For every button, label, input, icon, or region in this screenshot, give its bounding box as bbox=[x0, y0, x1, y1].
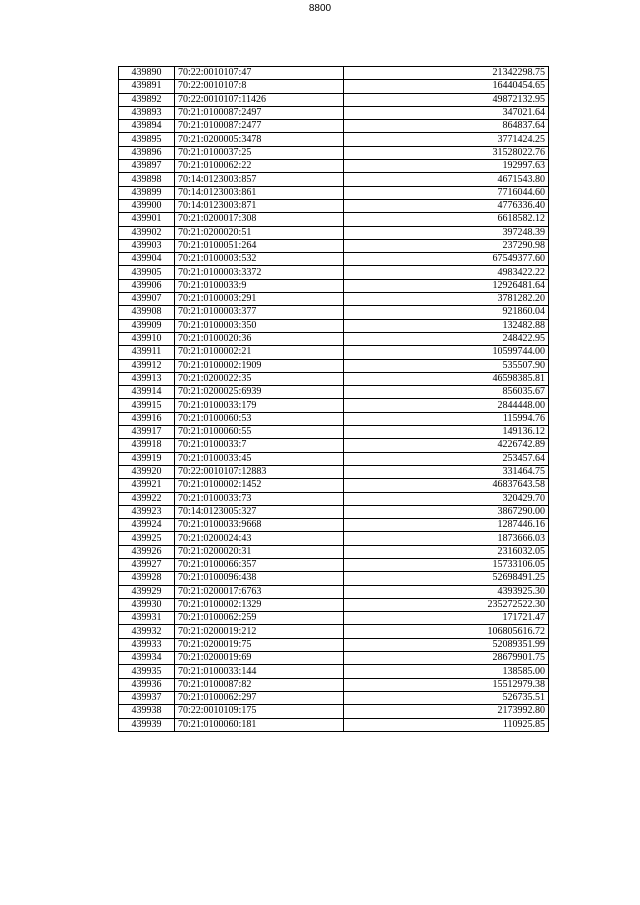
cadastral-value: 856035.67 bbox=[344, 386, 549, 399]
table-row bbox=[119, 319, 549, 332]
cadastral-number: 70:22:0010107:11426 bbox=[175, 93, 344, 106]
cadastral-number: 70:21:0100033:7 bbox=[175, 439, 344, 452]
cadastral-value: 320429.70 bbox=[344, 492, 549, 505]
cadastral-value: 115994.76 bbox=[344, 412, 549, 425]
row-number: 439935 bbox=[119, 665, 175, 678]
table-row bbox=[119, 585, 549, 598]
table-row bbox=[119, 199, 549, 212]
table-row bbox=[119, 532, 549, 545]
cadastral-value: 138585.00 bbox=[344, 665, 549, 678]
row-number: 439893 bbox=[119, 106, 175, 119]
cadastral-value: 15512979.38 bbox=[344, 678, 549, 691]
cadastral-value: 253457.64 bbox=[344, 452, 549, 465]
table-row bbox=[119, 572, 549, 585]
cadastral-number: 70:22:0010107:12883 bbox=[175, 465, 344, 478]
cadastral-number: 70:21:0200020:31 bbox=[175, 545, 344, 558]
table-row bbox=[119, 439, 549, 452]
row-number: 439911 bbox=[119, 346, 175, 359]
table-body bbox=[119, 67, 549, 732]
cadastral-number: 70:21:0100037:25 bbox=[175, 146, 344, 159]
table-row bbox=[119, 505, 549, 518]
cadastral-value: 21342298.75 bbox=[344, 67, 549, 80]
table-row bbox=[119, 412, 549, 425]
cadastral-number: 70:21:0100002:1452 bbox=[175, 479, 344, 492]
table-row bbox=[119, 691, 549, 704]
row-number: 439932 bbox=[119, 625, 175, 638]
row-number: 439908 bbox=[119, 306, 175, 319]
row-number: 439920 bbox=[119, 465, 175, 478]
row-number: 439937 bbox=[119, 691, 175, 704]
cadastral-value: 132482.88 bbox=[344, 319, 549, 332]
cadastral-number: 70:21:0200019:75 bbox=[175, 638, 344, 651]
cadastral-number: 70:21:0200024:43 bbox=[175, 532, 344, 545]
cadastral-value: 52698491.25 bbox=[344, 572, 549, 585]
cadastral-number: 70:21:0100033:9668 bbox=[175, 519, 344, 532]
table-row bbox=[119, 133, 549, 146]
table-row bbox=[119, 678, 549, 691]
cadastral-value: 248422.95 bbox=[344, 332, 549, 345]
table-row bbox=[119, 372, 549, 385]
row-number: 439938 bbox=[119, 705, 175, 718]
row-number: 439892 bbox=[119, 93, 175, 106]
row-number: 439899 bbox=[119, 186, 175, 199]
table-row bbox=[119, 519, 549, 532]
row-number: 439912 bbox=[119, 359, 175, 372]
row-number: 439916 bbox=[119, 412, 175, 425]
cadastral-value: 52089351.99 bbox=[344, 638, 549, 651]
row-number: 439904 bbox=[119, 253, 175, 266]
cadastral-value: 31528022.76 bbox=[344, 146, 549, 159]
table-row bbox=[119, 492, 549, 505]
table-row bbox=[119, 452, 549, 465]
cadastral-value: 12926481.64 bbox=[344, 279, 549, 292]
table-row bbox=[119, 67, 549, 80]
table-row bbox=[119, 479, 549, 492]
row-number: 439928 bbox=[119, 572, 175, 585]
cadastral-value: 46837643.58 bbox=[344, 479, 549, 492]
cadastral-value: 535507.90 bbox=[344, 359, 549, 372]
cadastral-value: 526735.51 bbox=[344, 691, 549, 704]
cadastral-number: 70:21:0100003:377 bbox=[175, 306, 344, 319]
table-row bbox=[119, 558, 549, 571]
row-number: 439891 bbox=[119, 80, 175, 93]
table-row bbox=[119, 665, 549, 678]
row-number: 439894 bbox=[119, 120, 175, 133]
table-row bbox=[119, 279, 549, 292]
cadastral-value: 106805616.72 bbox=[344, 625, 549, 638]
cadastral-number: 70:21:0100033:73 bbox=[175, 492, 344, 505]
cadastral-value: 28679901.75 bbox=[344, 652, 549, 665]
row-number: 439922 bbox=[119, 492, 175, 505]
cadastral-value: 171721.47 bbox=[344, 612, 549, 625]
cadastral-number: 70:21:0200022:35 bbox=[175, 372, 344, 385]
row-number: 439901 bbox=[119, 213, 175, 226]
cadastral-value: 149136.12 bbox=[344, 426, 549, 439]
row-number: 439930 bbox=[119, 598, 175, 611]
row-number: 439919 bbox=[119, 452, 175, 465]
table-row bbox=[119, 399, 549, 412]
cadastral-value: 397248.39 bbox=[344, 226, 549, 239]
cadastral-value: 67549377.60 bbox=[344, 253, 549, 266]
table-row bbox=[119, 173, 549, 186]
cadastral-number: 70:21:0200025:6939 bbox=[175, 386, 344, 399]
table-row bbox=[119, 638, 549, 651]
cadastral-value: 237290.98 bbox=[344, 239, 549, 252]
cadastral-value: 3781282.20 bbox=[344, 293, 549, 306]
page-number: 8800 bbox=[308, 3, 332, 14]
row-number: 439927 bbox=[119, 558, 175, 571]
cadastral-value: 3771424.25 bbox=[344, 133, 549, 146]
cadastral-value: 4776336.40 bbox=[344, 199, 549, 212]
table-row bbox=[119, 598, 549, 611]
row-number: 439910 bbox=[119, 332, 175, 345]
cadastral-number: 70:21:0100002:1909 bbox=[175, 359, 344, 372]
cadastral-value: 110925.85 bbox=[344, 718, 549, 731]
table-row bbox=[119, 426, 549, 439]
cadastral-value: 49872132.95 bbox=[344, 93, 549, 106]
cadastral-number: 70:21:0100002:21 bbox=[175, 346, 344, 359]
row-number: 439918 bbox=[119, 439, 175, 452]
row-number: 439913 bbox=[119, 372, 175, 385]
cadastral-number: 70:14:0123003:871 bbox=[175, 199, 344, 212]
cadastral-number: 70:21:0200005:3478 bbox=[175, 133, 344, 146]
cadastral-number: 70:21:0100087:2477 bbox=[175, 120, 344, 133]
cadastral-number: 70:21:0100060:55 bbox=[175, 426, 344, 439]
table-row bbox=[119, 253, 549, 266]
row-number: 439923 bbox=[119, 505, 175, 518]
row-number: 439896 bbox=[119, 146, 175, 159]
row-number: 439924 bbox=[119, 519, 175, 532]
row-number: 439926 bbox=[119, 545, 175, 558]
cadastral-value: 331464.75 bbox=[344, 465, 549, 478]
cadastral-value: 3867290.00 bbox=[344, 505, 549, 518]
cadastral-value: 347021.64 bbox=[344, 106, 549, 119]
cadastral-value: 1873666.03 bbox=[344, 532, 549, 545]
cadastral-number: 70:21:0100087:2497 bbox=[175, 106, 344, 119]
row-number: 439914 bbox=[119, 386, 175, 399]
cadastral-value: 4983422.22 bbox=[344, 266, 549, 279]
cadastral-value-table bbox=[118, 66, 549, 732]
cadastral-value: 192997.63 bbox=[344, 160, 549, 173]
row-number: 439931 bbox=[119, 612, 175, 625]
cadastral-number: 70:21:0100003:532 bbox=[175, 253, 344, 266]
cadastral-number: 70:21:0100060:181 bbox=[175, 718, 344, 731]
table-row bbox=[119, 266, 549, 279]
row-number: 439939 bbox=[119, 718, 175, 731]
row-number: 439902 bbox=[119, 226, 175, 239]
cadastral-number: 70:21:0200017:6763 bbox=[175, 585, 344, 598]
cadastral-number: 70:21:0100020:36 bbox=[175, 332, 344, 345]
table-row bbox=[119, 332, 549, 345]
table-row bbox=[119, 612, 549, 625]
cadastral-value: 46598385.81 bbox=[344, 372, 549, 385]
cadastral-number: 70:21:0200017:308 bbox=[175, 213, 344, 226]
cadastral-number: 70:21:0200020:51 bbox=[175, 226, 344, 239]
cadastral-number: 70:21:0100062:22 bbox=[175, 160, 344, 173]
table-row bbox=[119, 160, 549, 173]
table-row bbox=[119, 718, 549, 731]
cadastral-value: 15733106.05 bbox=[344, 558, 549, 571]
cadastral-value: 2316032.05 bbox=[344, 545, 549, 558]
row-number: 439900 bbox=[119, 199, 175, 212]
cadastral-value: 4671543.80 bbox=[344, 173, 549, 186]
cadastral-value: 2173992.80 bbox=[344, 705, 549, 718]
cadastral-number: 70:21:0100003:3372 bbox=[175, 266, 344, 279]
table-row bbox=[119, 652, 549, 665]
cadastral-number: 70:21:0100033:45 bbox=[175, 452, 344, 465]
cadastral-number: 70:22:0010107:8 bbox=[175, 80, 344, 93]
row-number: 439934 bbox=[119, 652, 175, 665]
table-row bbox=[119, 93, 549, 106]
cadastral-value: 16440454.65 bbox=[344, 80, 549, 93]
cadastral-value: 10599744.00 bbox=[344, 346, 549, 359]
cadastral-value: 921860.04 bbox=[344, 306, 549, 319]
cadastral-number: 70:21:0200019:212 bbox=[175, 625, 344, 638]
cadastral-number: 70:21:0100003:350 bbox=[175, 319, 344, 332]
row-number: 439897 bbox=[119, 160, 175, 173]
cadastral-number: 70:21:0100033:9 bbox=[175, 279, 344, 292]
cadastral-value: 4393925.30 bbox=[344, 585, 549, 598]
row-number: 439936 bbox=[119, 678, 175, 691]
cadastral-value: 6618582.12 bbox=[344, 213, 549, 226]
cadastral-value: 864837.64 bbox=[344, 120, 549, 133]
row-number: 439906 bbox=[119, 279, 175, 292]
cadastral-number: 70:14:0123005:327 bbox=[175, 505, 344, 518]
row-number: 439895 bbox=[119, 133, 175, 146]
table-row bbox=[119, 346, 549, 359]
cadastral-number: 70:14:0123003:861 bbox=[175, 186, 344, 199]
table-row bbox=[119, 106, 549, 119]
table-row bbox=[119, 386, 549, 399]
table-row bbox=[119, 120, 549, 133]
cadastral-number: 70:21:0100087:82 bbox=[175, 678, 344, 691]
row-number: 439907 bbox=[119, 293, 175, 306]
row-number: 439909 bbox=[119, 319, 175, 332]
table-row bbox=[119, 186, 549, 199]
cadastral-number: 70:21:0100066:357 bbox=[175, 558, 344, 571]
table-row bbox=[119, 465, 549, 478]
cadastral-number: 70:22:0010107:47 bbox=[175, 67, 344, 80]
row-number: 439898 bbox=[119, 173, 175, 186]
table-row bbox=[119, 625, 549, 638]
row-number: 439933 bbox=[119, 638, 175, 651]
cadastral-number: 70:21:0100033:179 bbox=[175, 399, 344, 412]
row-number: 439915 bbox=[119, 399, 175, 412]
row-number: 439905 bbox=[119, 266, 175, 279]
cadastral-number: 70:21:0100033:144 bbox=[175, 665, 344, 678]
cadastral-number: 70:21:0100003:291 bbox=[175, 293, 344, 306]
cadastral-number: 70:21:0100062:297 bbox=[175, 691, 344, 704]
cadastral-number: 70:21:0100051:264 bbox=[175, 239, 344, 252]
cadastral-value: 7716044.60 bbox=[344, 186, 549, 199]
table-row bbox=[119, 80, 549, 93]
cadastral-number: 70:21:0100002:1329 bbox=[175, 598, 344, 611]
table-row bbox=[119, 545, 549, 558]
cadastral-number: 70:21:0200019:69 bbox=[175, 652, 344, 665]
row-number: 439929 bbox=[119, 585, 175, 598]
table-row bbox=[119, 239, 549, 252]
row-number: 439921 bbox=[119, 479, 175, 492]
table-row bbox=[119, 306, 549, 319]
table-row bbox=[119, 226, 549, 239]
table-row bbox=[119, 705, 549, 718]
table-row bbox=[119, 146, 549, 159]
cadastral-value: 235272522.30 bbox=[344, 598, 549, 611]
cadastral-number: 70:14:0123003:857 bbox=[175, 173, 344, 186]
row-number: 439925 bbox=[119, 532, 175, 545]
row-number: 439903 bbox=[119, 239, 175, 252]
table-row bbox=[119, 213, 549, 226]
row-number: 439917 bbox=[119, 426, 175, 439]
cadastral-value: 4226742.89 bbox=[344, 439, 549, 452]
cadastral-value: 1287446.16 bbox=[344, 519, 549, 532]
cadastral-number: 70:21:0100060:53 bbox=[175, 412, 344, 425]
cadastral-number: 70:22:0010109:175 bbox=[175, 705, 344, 718]
table-row bbox=[119, 359, 549, 372]
table-row bbox=[119, 293, 549, 306]
cadastral-number: 70:21:0100062:259 bbox=[175, 612, 344, 625]
cadastral-number: 70:21:0100096:438 bbox=[175, 572, 344, 585]
cadastral-value: 2844448.00 bbox=[344, 399, 549, 412]
row-number: 439890 bbox=[119, 67, 175, 80]
